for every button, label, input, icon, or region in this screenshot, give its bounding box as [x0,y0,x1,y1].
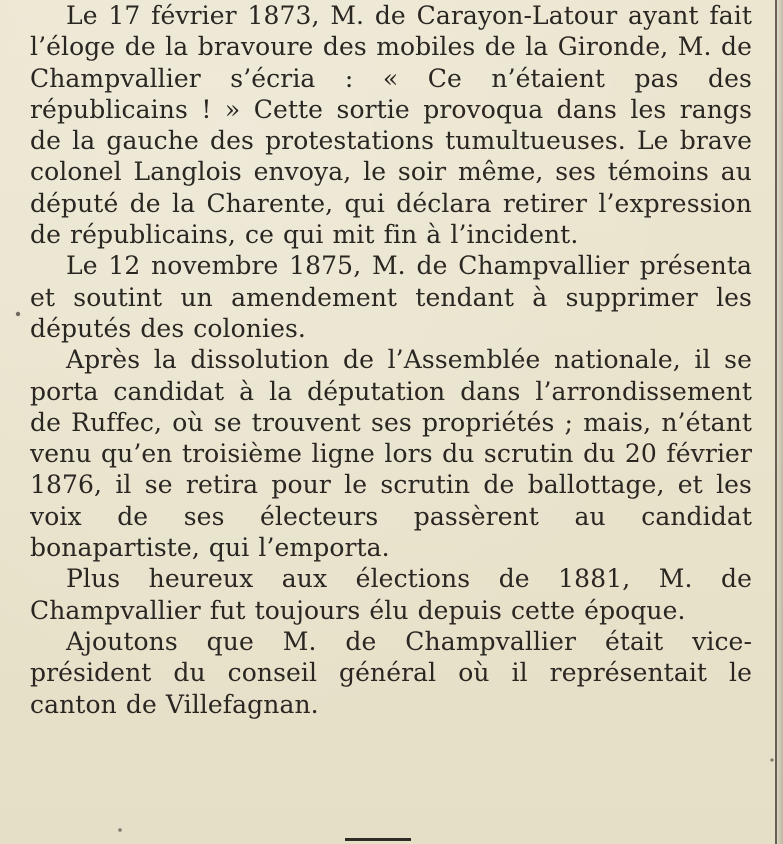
paragraph-elections: Plus heureux aux élections de 1881, M. de Champvallier fut toujours élu depuis cette époque. [30,564,752,625]
paragraph-vice-president: Ajoutons que M. de Champvallier était vice-président du conseil général où il représentait le canton de Villefagnan. [30,626,752,719]
paragraph-candidacy: Après la dissolution de l’Assemblée nationale, il se porta candidat à la députation dans l’arrondissement de Ruffec, où se trouvent ses propriétés ; mais, n’étant venu qu’en troisième ligne lors du scrutin du 20 février 1876, il se retira pour le scrutin de ballottage, et les voix de ses électeurs passèrent au candidat bonapartiste, qui l’emporta. [30,345,752,563]
paragraph-amendment: Le 12 novembre 1875, M. de Champvallier présenta et soutint un amendement tendant à supprimer les députés des colonies. [30,251,752,343]
paragraph-incident: Le 17 février 1873, M. de Carayon-Latour ayant fait l’éloge de la bravoure des mobiles de la Gironde, M. de Champvallier s’écria : « Ce n’étaient pas des républicains ! » Cette sortie provoqua dans les rangs de la gauche des protestations tumultueuses. Le brave colonel Langlois envoya, le soir même, ses témoins au député de la Charente, qui déclara retirer l’expression de républicains, ce qui mit fin à l’incident. [30,1,752,250]
